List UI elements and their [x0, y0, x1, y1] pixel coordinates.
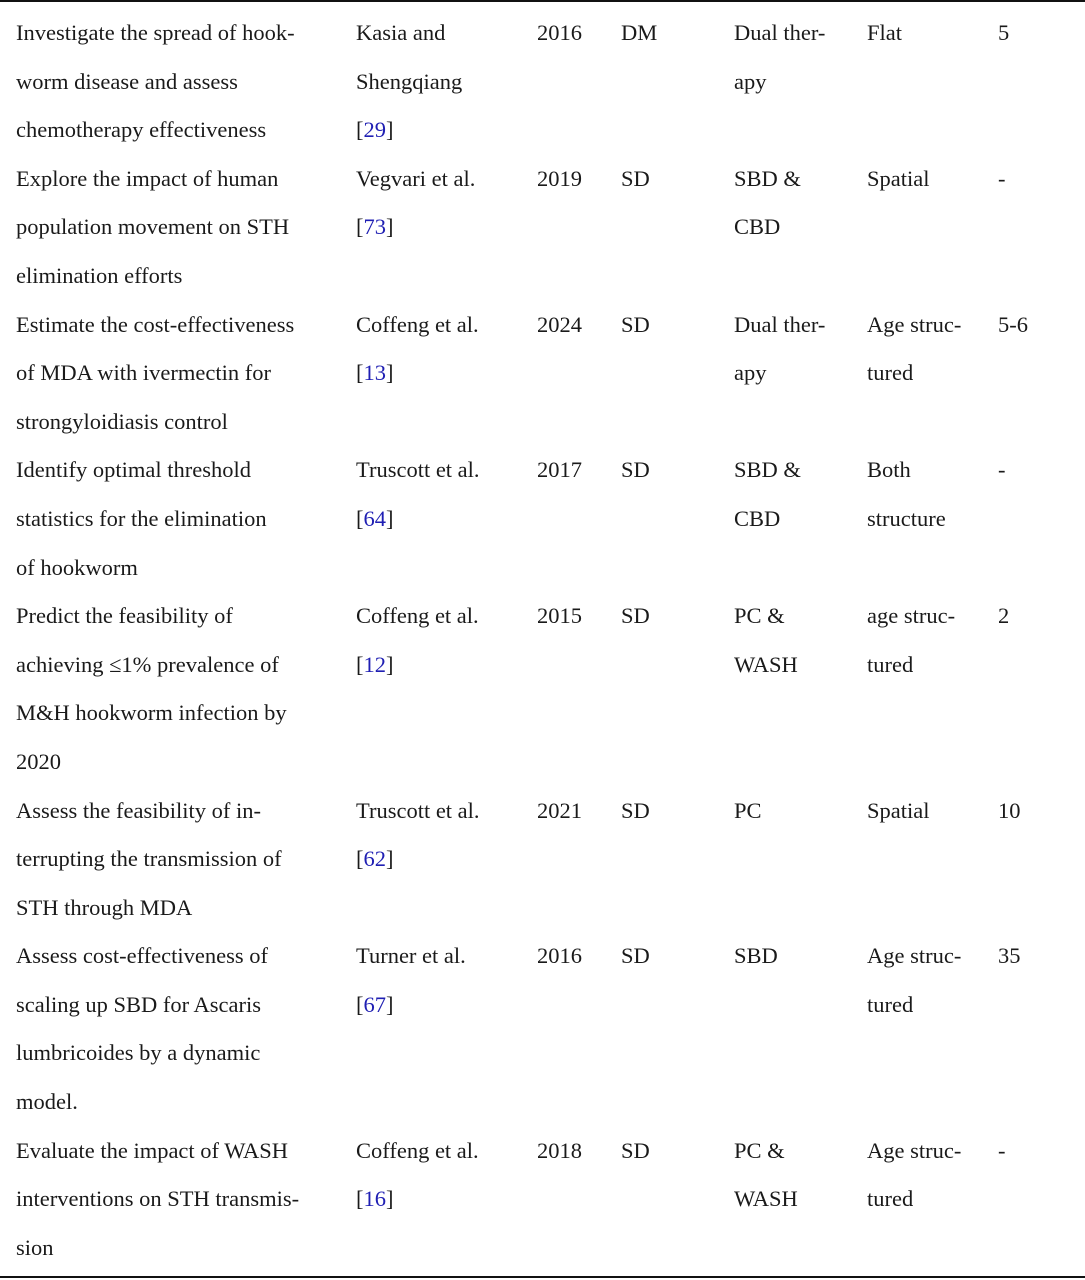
year-cell: 2016 — [537, 20, 582, 45]
citation-link[interactable]: 29 — [363, 117, 386, 143]
objective-cell: Predict the feasibility of achieving ≤1% prevalence of M&H hookworm infection by 2020 — [16, 603, 287, 774]
table-row — [0, 9, 1085, 155]
citation-link[interactable]: 62 — [363, 846, 386, 872]
year-cell: 2018 — [537, 1137, 582, 1163]
year-cell: 2021 — [537, 797, 582, 823]
model-cell: SD — [621, 1137, 650, 1163]
table-top-rule — [0, 0, 1085, 2]
author-cell: Kasia and Shengqiang [29] — [356, 20, 463, 143]
value-cell: - — [998, 165, 1006, 191]
model-cell: DM — [621, 20, 658, 45]
year-cell: 2024 — [537, 311, 582, 337]
model-cell: SD — [621, 603, 650, 629]
citation-link[interactable]: 16 — [363, 1186, 386, 1212]
table-row — [0, 155, 1085, 301]
structure-cell: Age struc- tured — [867, 1137, 962, 1212]
objective-cell: Explore the impact of human population movement on STH elimination efforts — [16, 165, 290, 288]
intervention-cell: SBD — [734, 943, 778, 969]
objective-cell: Identify optimal threshold statistics for the elimination of hookworm — [16, 457, 267, 580]
model-cell: SD — [621, 457, 650, 483]
value-cell: 5-6 — [998, 311, 1028, 337]
value-cell: 2 — [998, 603, 1010, 629]
structure-cell: Age struc- tured — [867, 311, 962, 386]
table-row — [0, 787, 1085, 933]
structure-cell: age struc- tured — [867, 603, 956, 677]
citation-link[interactable]: 73 — [363, 214, 386, 240]
structure-cell: Spatial — [867, 797, 930, 823]
citation-link[interactable]: 67 — [363, 991, 386, 1017]
model-cell: SD — [621, 165, 650, 191]
model-cell: SD — [621, 943, 650, 969]
objective-cell: Investigate the spread of hook- worm disease and assess chemotherapy effectiveness — [16, 20, 295, 143]
value-cell: - — [998, 457, 1006, 483]
citation-link[interactable]: 64 — [363, 505, 386, 531]
structure-cell: Both structure — [867, 457, 946, 531]
table-bottom-rule — [0, 1276, 1085, 1278]
year-cell: 2019 — [537, 165, 582, 191]
intervention-cell: SBD & CBD — [734, 165, 801, 240]
table-row — [0, 301, 1085, 447]
intervention-cell: PC & WASH — [734, 603, 798, 677]
year-cell: 2016 — [537, 943, 582, 969]
table-row — [0, 1127, 1085, 1273]
author-cell: Vegvari et al. [73] — [356, 165, 476, 240]
objective-cell: Evaluate the impact of WASH interventions on STH transmis- sion — [16, 1137, 300, 1260]
model-cell: SD — [621, 311, 650, 337]
model-cell: SD — [621, 797, 650, 823]
objective-cell: Assess cost-effectiveness of scaling up SBD for Ascaris lumbricoides by a dynamic model. — [16, 943, 269, 1115]
author-cell: Truscott et al. [62] — [356, 797, 480, 872]
value-cell: - — [998, 1137, 1006, 1163]
table-row — [0, 932, 1085, 1126]
author-cell: Truscott et al. [64] — [356, 457, 480, 531]
value-cell: 10 — [998, 797, 1021, 823]
structure-cell: Spatial — [867, 165, 930, 191]
table-body — [0, 9, 1085, 1272]
author-name: Coffeng et al. — [356, 311, 479, 337]
structure-cell: Flat — [867, 20, 903, 45]
intervention-cell: PC — [734, 797, 762, 823]
author-name: Turner et al. — [356, 943, 466, 969]
year-cell: 2015 — [537, 603, 582, 629]
author-name: Coffeng et al. — [356, 603, 479, 629]
objective-cell: Estimate the cost-effectiveness of MDA with ivermectin for strongyloidiasis control — [16, 311, 295, 434]
year-cell: 2017 — [537, 457, 582, 483]
citation-link[interactable]: 12 — [363, 651, 386, 677]
author-cell: Turner et al. [67] — [356, 943, 466, 1017]
objective-cell: Assess the feasibility of in- terrupting the transmission of STH through MDA — [16, 797, 282, 920]
author-name: Truscott et al. — [356, 457, 480, 483]
intervention-cell: SBD & CBD — [734, 457, 801, 531]
author-name: Vegvari et al. — [356, 165, 476, 191]
intervention-cell: Dual ther- apy — [734, 311, 826, 386]
citation-link[interactable]: 13 — [363, 360, 386, 386]
author-cell: Coffeng et al. [12] — [356, 603, 479, 677]
structure-cell: Age struc- tured — [867, 943, 962, 1017]
value-cell: 5 — [998, 20, 1010, 45]
author-name: Truscott et al. — [356, 797, 480, 823]
value-cell: 35 — [998, 943, 1021, 969]
author-name: Kasia and Shengqiang — [356, 20, 463, 94]
author-cell: Coffeng et al. [16] — [356, 1137, 479, 1212]
studies-table — [0, 9, 1085, 1272]
author-cell: Coffeng et al. [13] — [356, 311, 479, 386]
table-row — [0, 592, 1085, 786]
author-name: Coffeng et al. — [356, 1137, 479, 1163]
intervention-cell: PC & WASH — [734, 1137, 798, 1212]
intervention-cell: Dual ther- apy — [734, 20, 826, 94]
table-row — [0, 446, 1085, 592]
